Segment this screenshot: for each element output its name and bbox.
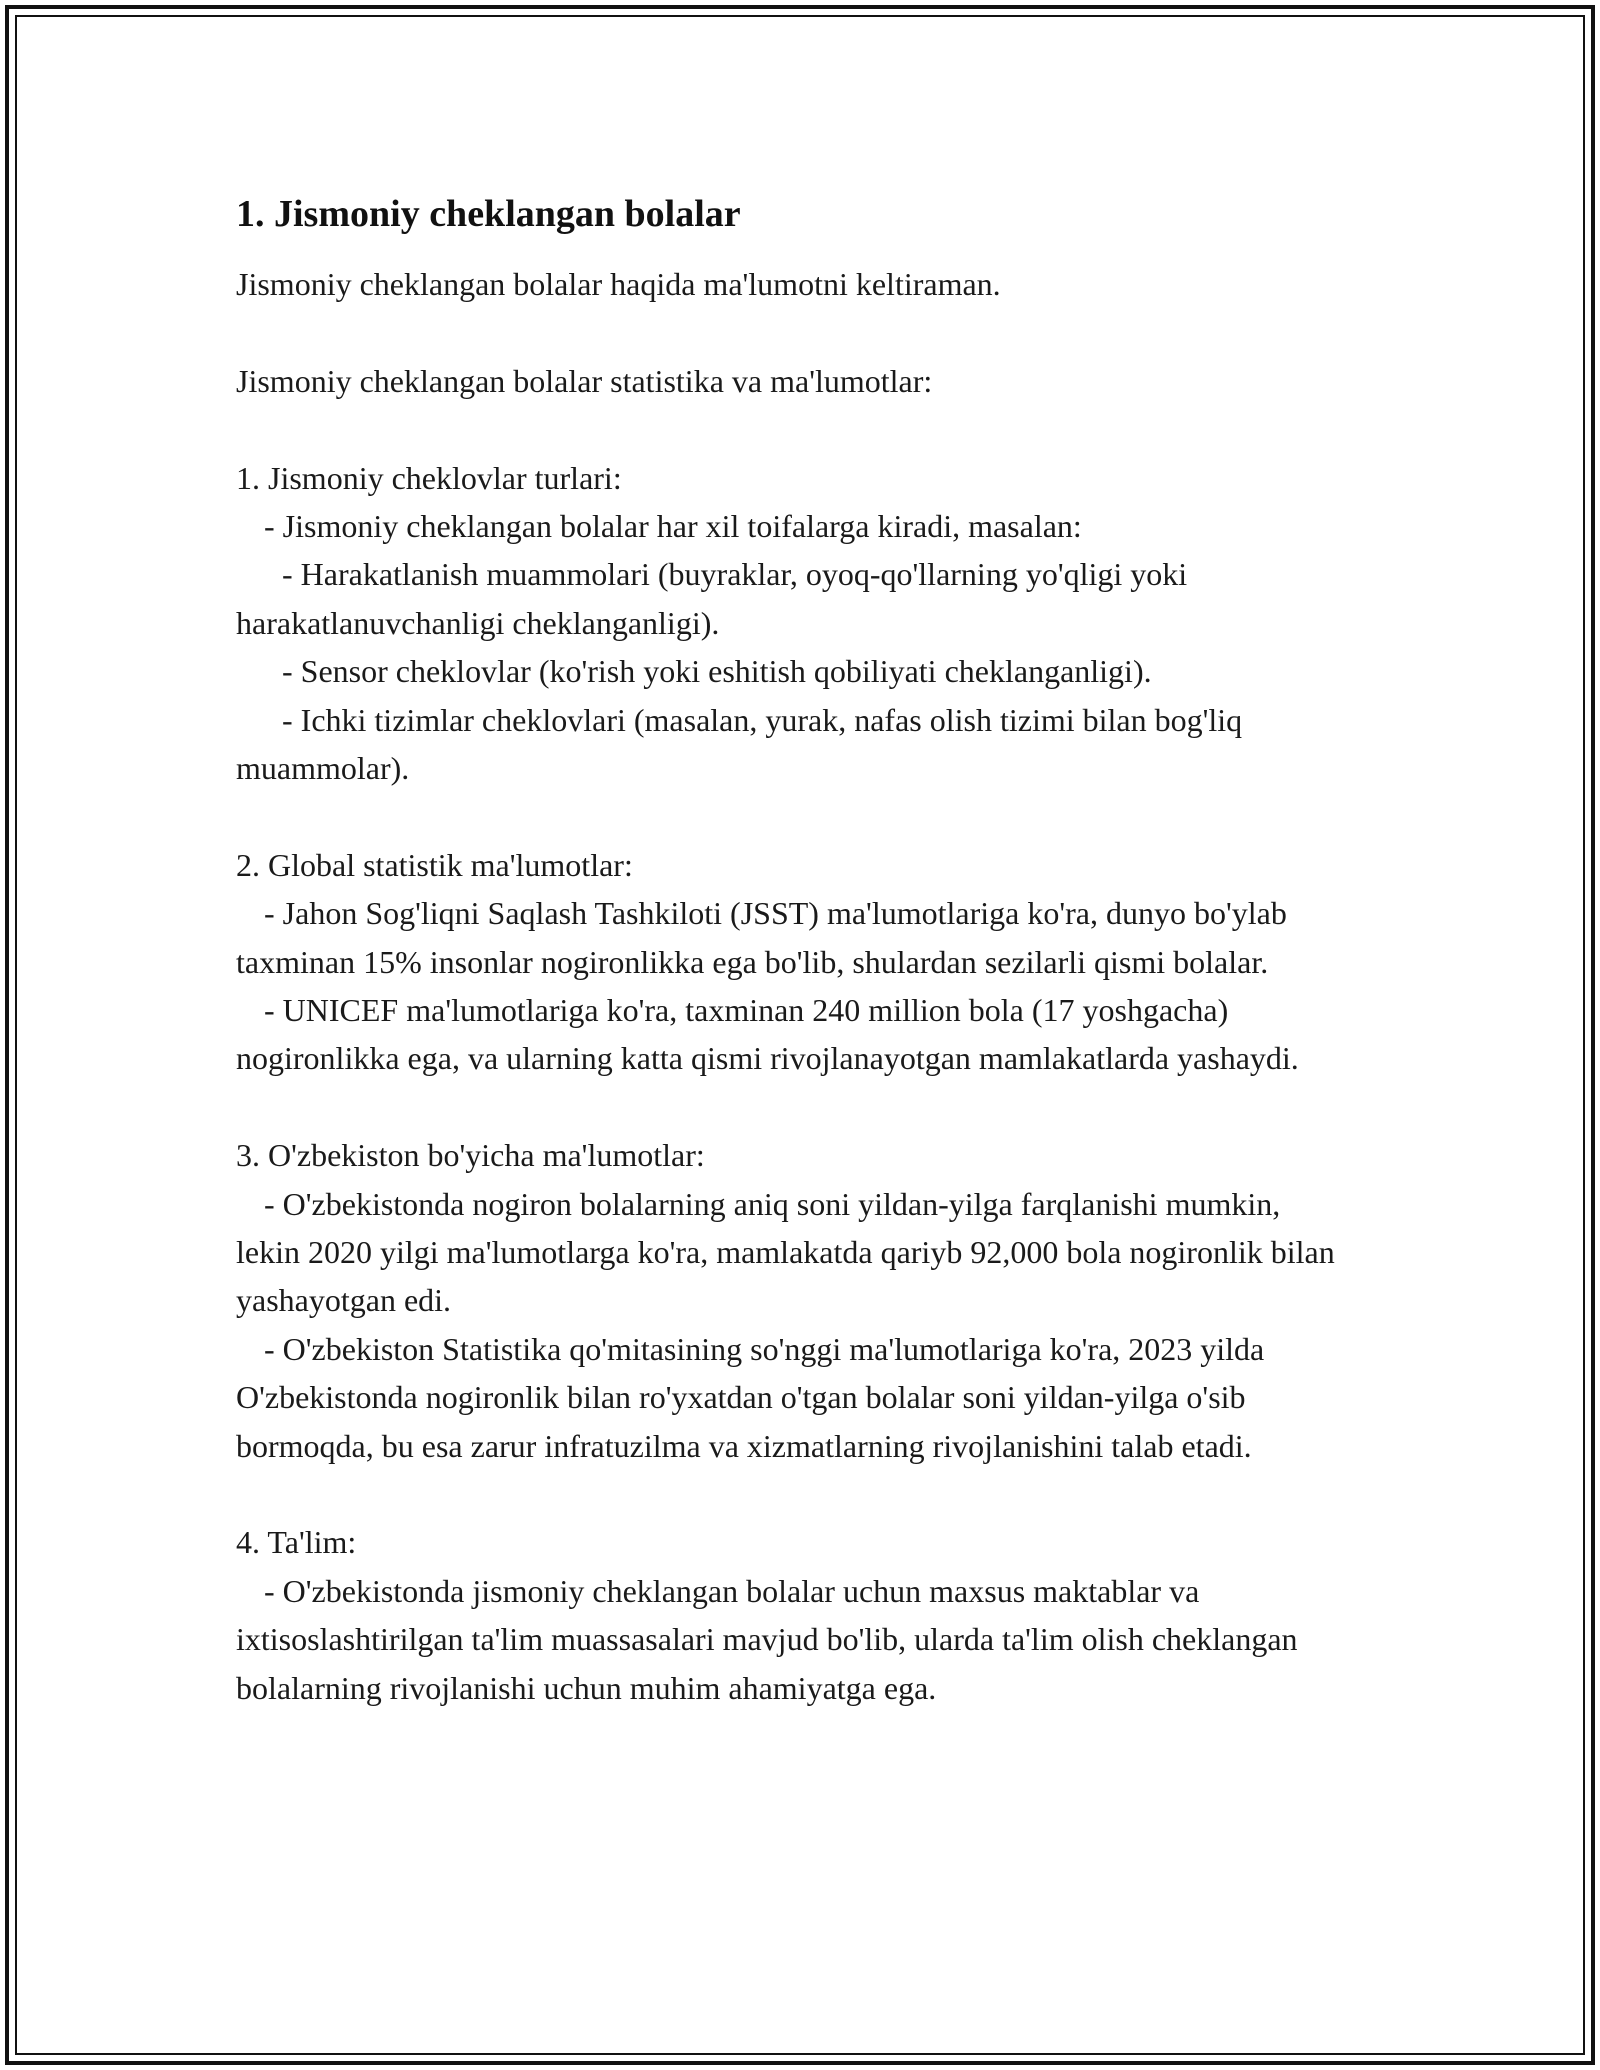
- list-item: - UNICEF ma'lumotlariga ko'ra, taxminan 240 million bola (17 yoshgacha) nogironlikka ega, va ularning katta qismi rivojlanayotgan mamlakatlarda yashaydi.: [236, 992, 1299, 1077]
- list-item: - Jahon Sog'liqni Saqlash Tashkiloti (JSST) ma'lumotlariga ko'ra, dunyo bo'ylab taxminan 15% insonlar nogironlikka ega bo'lib, shulardan sezilarli qismi bolalar.: [236, 895, 1287, 980]
- intro-paragraph: Jismoniy cheklangan bolalar haqida ma'lumotni keltiraman.: [236, 266, 1001, 302]
- document-heading: 1. Jismoniy cheklangan bolalar: [236, 193, 741, 235]
- section-education: [236, 1518, 1346, 1712]
- section-uzbekistan-data: [236, 1131, 1346, 1470]
- section-title: 2. Global statistik ma'lumotlar:: [236, 846, 633, 883]
- section-physical-limitations: [236, 454, 1346, 793]
- section-title: 1. Jismoniy cheklovlar turlari:: [236, 459, 622, 496]
- list-item: - O'zbekiston Statistika qo'mitasining so'nggi ma'lumotlariga ko'ra, 2023 yilda O'zbekistonda nogironlik bilan ro'yxatdan o'tgan bolalar soni yildan-yilga o'sib bormoqda, bu esa zarur infratuzilma va xizmatlarning rivojlanishini talab etadi.: [236, 1330, 1265, 1464]
- list-subitem: - Ichki tizimlar cheklovlari (masalan, yurak, nafas olish tizimi bilan bog'liq muammolar).: [236, 701, 1243, 787]
- section-title: 3. O'zbekiston bo'yicha ma'lumotlar:: [236, 1137, 705, 1174]
- subtitle-paragraph: Jismoniy cheklangan bolalar statistika va ma'lumotlar:: [236, 362, 933, 399]
- section-title: 4. Ta'lim:: [236, 1524, 357, 1561]
- list-subitem: - Sensor cheklovlar (ko'rish yoki eshitish qobiliyati cheklanganligi).: [282, 653, 1152, 690]
- list-item: - O'zbekistonda jismoniy cheklangan bolalar uchun maxsus maktablar va ixtisoslashtirilgan ta'lim muassasalari mavjud bo'lib, ularda ta'lim olish cheklangan bolalarning rivojlanishi uchun muhim ahamiyatga ega.: [236, 1572, 1298, 1706]
- section-global-statistics: [236, 841, 1346, 1083]
- document-body: [236, 186, 1346, 1712]
- list-subitem: - Harakatlanish muammolari (buyraklar, oyoq-qo'llarning yo'qligi yoki harakatlanuvchanligi cheklanganligi).: [236, 556, 1188, 641]
- list-item: - Jismoniy cheklangan bolalar har xil toifalarga kiradi, masalan:: [264, 508, 1082, 544]
- list-item: - O'zbekistonda nogiron bolalarning aniq soni yildan-yilga farqlanishi mumkin, lekin 2020 yilgi ma'lumotlarga ko'ra, mamlakatda qariyb 92,000 bola nogironlik bilan yashayotgan edi.: [236, 1185, 1335, 1319]
